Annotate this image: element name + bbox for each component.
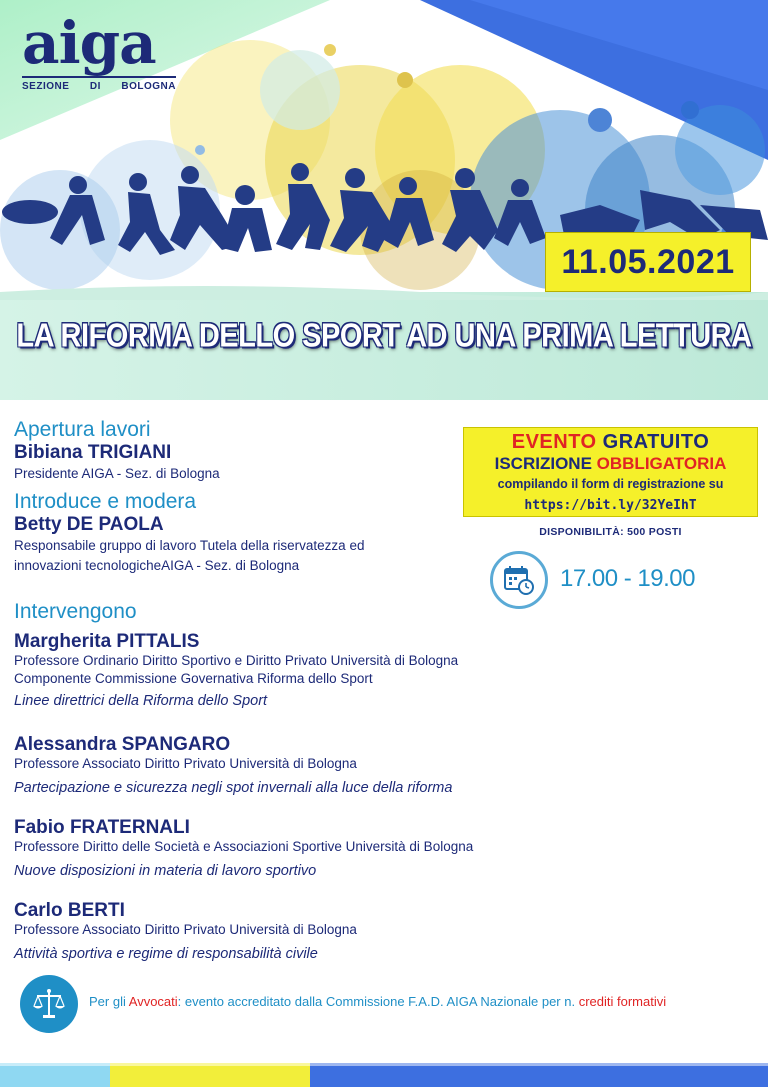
speaker-card [14, 817, 473, 883]
calendar-clock-icon [490, 551, 548, 609]
logo-sub-word: BOLOGNA [121, 81, 176, 92]
opening-speaker-role: Presidente AIGA - Sez. di Bologna [14, 466, 220, 481]
logo-sub-word: SEZIONE [22, 81, 70, 92]
speaker-topic: Partecipazione e sicurezza negli spot invernali alla luce della riforma [14, 780, 453, 796]
moderator-section [14, 490, 364, 576]
event-word: EVENTO [511, 431, 597, 453]
mandatory-word: OBBLIGATORIA [596, 454, 727, 473]
moderator-role-line: innovazioni tecnologicheAIGA - Sez. di Bologna [14, 558, 300, 573]
free-word: GRATUITO [602, 431, 710, 453]
speaker-role: Professore Associato Diritto Privato Università di Bologna [14, 922, 357, 937]
speaker-card [14, 734, 452, 800]
registration-box [463, 427, 758, 517]
opening-heading: Apertura lavori [14, 418, 151, 441]
speaker-topic: Attività sportiva e regime di responsabilità civile [14, 946, 318, 962]
logo-wordmark: aiga [22, 9, 156, 77]
registration-word: ISCRIZIONE [494, 454, 592, 473]
footer-body: : evento accreditato dalla Commissione F.A.D. AIGA Nazionale per n. [177, 994, 576, 1009]
speaker-topic: Nuove disposizioni in materia di lavoro sportivo [14, 863, 317, 879]
speaker-card [14, 900, 357, 966]
speaker-name: Fabio FRATERNALI [14, 817, 190, 838]
moderator-heading: Introduce e modera [14, 490, 197, 513]
aiga-logo [22, 9, 182, 112]
registration-instructions: compilando il form di registrazione su [497, 477, 724, 491]
mandatory-line [464, 454, 757, 474]
logo-subtitle [22, 76, 176, 92]
speaker-name: Carlo BERTI [14, 900, 125, 921]
footer-credits: crediti formativi [578, 994, 667, 1009]
speaker-name: Margherita PITTALIS [14, 631, 200, 652]
event-date-badge [545, 232, 751, 292]
event-date: 11.05.2021 [561, 242, 735, 281]
opening-section [14, 418, 220, 484]
event-time: 17.00 - 19.00 [560, 565, 695, 592]
registration-link[interactable]: https://bit.ly/32YeIhT [524, 498, 697, 513]
speaker-role: Professore Ordinario Diritto Sportivo e Diritto Privato Università di Bologna [14, 653, 459, 668]
moderator-name: Betty DE PAOLA [14, 514, 164, 535]
bottom-color-band [0, 1063, 768, 1087]
moderator-role-line: Responsabile gruppo di lavoro Tutela della riservatezza ed [14, 538, 365, 553]
speaker-name: Alessandra SPANGARO [14, 734, 231, 755]
scales-of-justice-icon [20, 975, 78, 1033]
free-event-line [464, 430, 757, 454]
speakers-heading-block [14, 600, 137, 624]
logo-sub-word: DI [89, 81, 101, 92]
opening-speaker-name: Bibiana TRIGIANI [14, 442, 172, 463]
footer-prefix: Per gli [89, 994, 126, 1009]
event-title: LA RIFORMA DELLO SPORT AD UNA PRIMA LETTURA [16, 317, 752, 355]
header-banner [0, 0, 768, 400]
footer-audience: Avvocati [128, 994, 178, 1009]
speakers-heading: Intervengono [14, 600, 137, 623]
availability-text: DISPONIBILITÀ: 500 POSTI [539, 526, 682, 538]
speaker-topic: Linee direttrici della Riforma dello Sport [14, 693, 268, 709]
speaker-role: Professore Diritto delle Società e Associazioni Sportive Università di Bologna [14, 839, 474, 854]
speaker-card [14, 631, 458, 713]
speaker-role: Professore Associato Diritto Privato Università di Bologna [14, 756, 357, 771]
speaker-role: Componente Commissione Governativa Riforma dello Sport [14, 671, 373, 686]
accreditation-note [89, 994, 666, 1009]
